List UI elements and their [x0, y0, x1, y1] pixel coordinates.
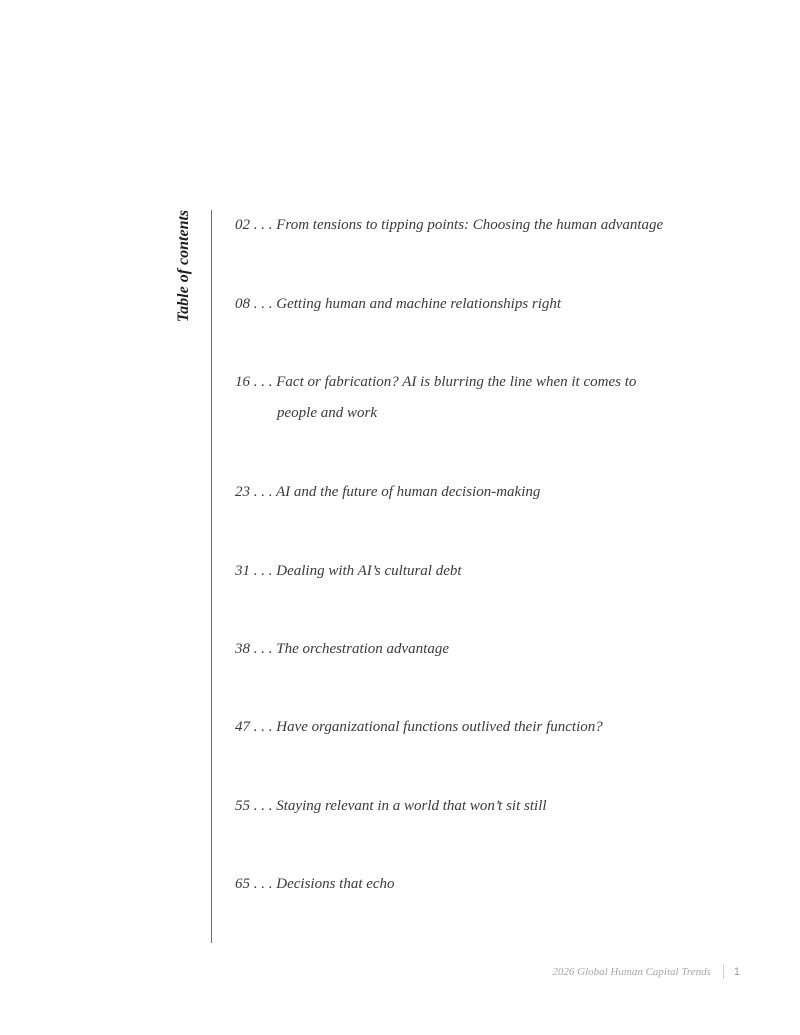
toc-entry[interactable]: [235, 367, 705, 429]
toc-entry-text: 08 . . . Getting human and machine relationships right: [235, 296, 562, 312]
toc-entry-text-continued: people and work: [277, 405, 377, 421]
toc-entry[interactable]: [235, 289, 705, 320]
toc-entry[interactable]: [235, 210, 705, 241]
footer-separator: [723, 964, 724, 979]
toc-entry-text: 38 . . . The orchestration advantage: [235, 641, 450, 657]
toc-entry[interactable]: [235, 556, 705, 587]
toc-entry[interactable]: [235, 477, 705, 508]
toc-entry-text: 16 . . . Fact or fabrication? AI is blurring the line when it comes to: [235, 374, 637, 390]
toc-entry-text: 31 . . . Dealing with AI’s cultural debt: [235, 563, 462, 579]
page-footer: [552, 964, 740, 979]
toc-entry-text: 55 . . . Staying relevant in a world that won’t sit still: [235, 798, 547, 814]
toc-entry-text: 23 . . . AI and the future of human decision-making: [235, 484, 541, 500]
toc-entry[interactable]: [235, 791, 705, 822]
toc-entry[interactable]: [235, 712, 705, 743]
toc-entry-text: 65 . . . Decisions that echo: [235, 876, 395, 892]
toc-entry[interactable]: [235, 634, 705, 665]
page-number: 1: [733, 965, 740, 978]
toc-heading: Table of contents: [175, 209, 192, 323]
footer-title: 2026 Global Human Capital Trends: [552, 965, 711, 978]
toc-entry-text: 02 . . . From tensions to tipping points: Choosing the human advantage: [235, 217, 664, 233]
toc-entry[interactable]: [235, 869, 705, 900]
toc-entry-text: 47 . . . Have organizational functions outlived their function?: [235, 719, 603, 735]
